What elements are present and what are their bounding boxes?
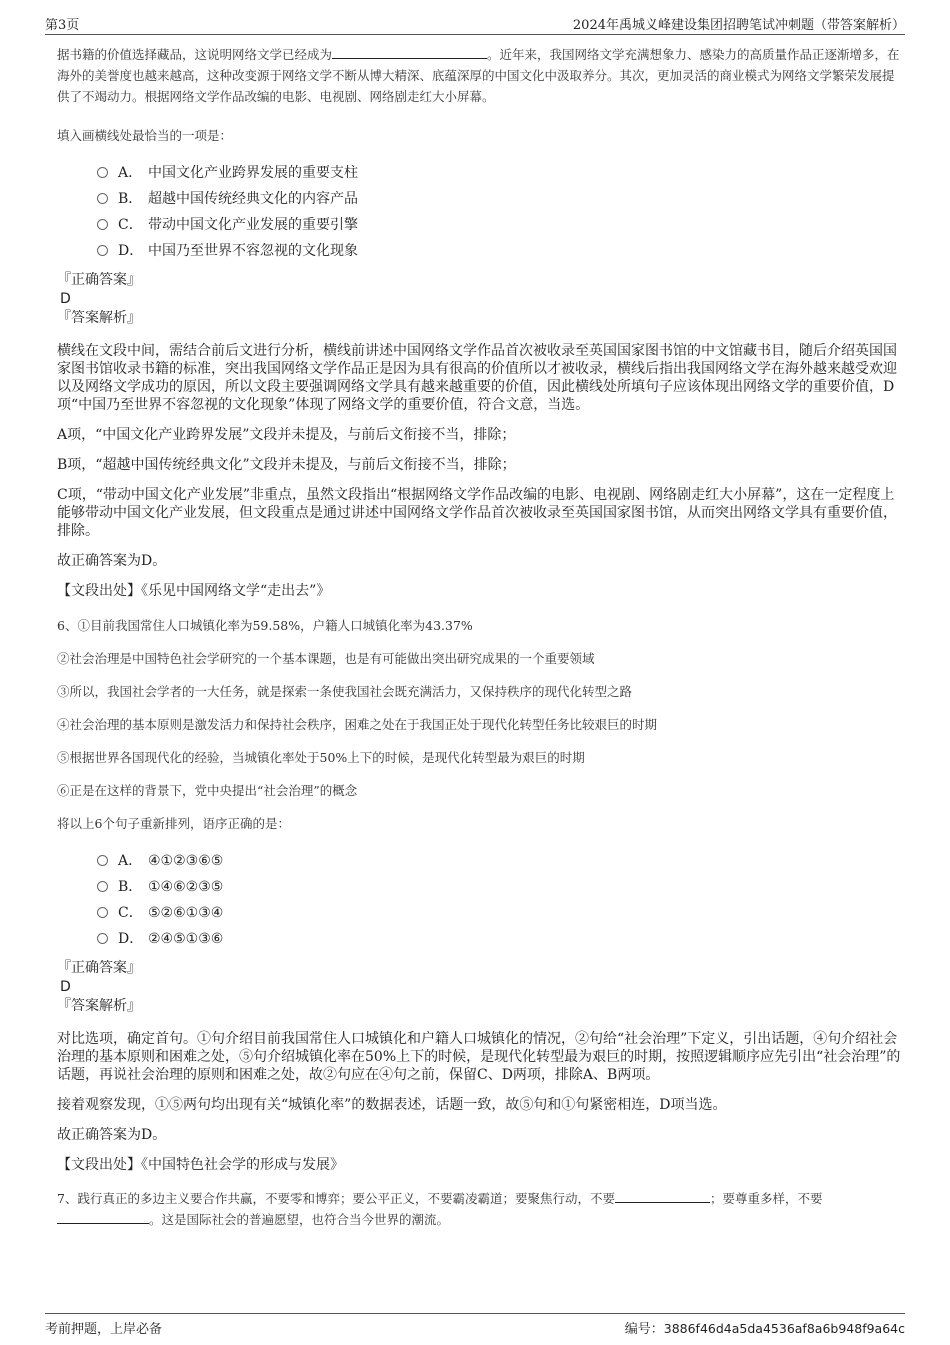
q6-answer-label: 『正确答案』	[57, 960, 141, 976]
q5-passage-suffix: 。近年来，我国网络文学充满想象力、感染力的高质量作品正逐渐增多，在海外的美誉度也越来越高，这种改变源于网络文学不断从博大精深、底蕴深厚的中国文化中汲取养分。其次，更加灵活的商业模式为网络文学繁荣发展提供了不竭动力。根据网络文学作品改编的电影、电视剧、网络剧走红大小屏幕。	[57, 47, 900, 104]
q6-sentence-3: ③所以，我国社会学者的一大任务，就是探索一条使我国社会既充满活力，又保持秩序的现代化转型之路	[57, 684, 633, 699]
q5-passage	[57, 44, 902, 107]
q6-analysis-label: 『答案解析』	[57, 998, 141, 1014]
q5-option-d[interactable]: D． 中国乃至世界不容忽视的文化现象	[97, 238, 902, 264]
q6-option-b[interactable]: B． ①④⑥②③⑤	[97, 874, 902, 900]
q6-sentence-1: 6、①目前我国常住人口城镇化率为59.58%，户籍人口城镇化率为43.37%	[57, 618, 473, 633]
q5-analysis-main: 横线在文段中间，需结合前后文进行分析，横线前讲述中国网络文学作品首次被收录至英国国家图书馆的中文馆藏书目，随后介绍英国国家图书馆收录书籍的标准，突出我国网络文学作品正是因为具有很高的价值所以才被收录，横线后指出我国网络文学在海外越来越受欢迎以及网络文学成功的原因，所以文段主要强调网络文学具有越来越重要的价值，因此横线处所填句子应该体现出网络文学的重要价值，D项“中国乃至世界不容忽视的文化现象”体现了网络文学的重要价值，符合文意，当选。	[57, 343, 897, 413]
q5-conclusion: 故正确答案为D。	[57, 553, 167, 569]
page-header	[45, 12, 905, 35]
page-footer	[45, 1313, 905, 1338]
q6-analysis-main: 对比选项，确定首句。①句介绍目前我国常住人口城镇化和户籍人口城镇化的情况，②句给“社会治理”下定义，引出话题，④句介绍社会治理的基本原则和困难之处，⑤句介绍城镇化率在50%上下的时候，是现代化转型最为艰巨的时期，按照逻辑顺序应先引出“社会治理”的话题，再说社会治理的原则和困难之处，故②句应在④句之前，保留C、D两项，排除A、B两项。	[57, 1031, 901, 1083]
q7-part1: 7、践行真正的多边主义要合作共赢，不要零和博弈；要公平正义，不要霸凌霸道；要聚焦行动，不要	[57, 1191, 615, 1206]
footer-slogan: 考前押题，上岸必备	[45, 1322, 163, 1337]
q5-answer-label: 『正确答案』	[57, 272, 141, 288]
q6-sentence-2: ②社会治理是中国特色社会学研究的一个基本课题，也是有可能做出突出研究成果的一个重要领域	[57, 651, 595, 666]
radio-button[interactable]	[97, 245, 108, 256]
q5-analysis-a: A项，“中国文化产业跨界发展”文段并未提及，与前后文衔接不当，排除；	[57, 427, 516, 443]
q7-blank-2	[57, 1209, 149, 1224]
q5-analysis-c: C项，“带动中国文化产业发展”非重点，虽然文段指出“根据网络文学作品改编的电影、电视剧、网络剧走红大小屏幕”，这在一定程度上能够带动中国文化产业发展，但文段重点是通过讲述中国网络文学作品首次被收录至英国国家图书馆，从而突出网络文学具有重要价值，排除。	[57, 487, 897, 539]
radio-button[interactable]	[97, 881, 108, 892]
q5-answer: D	[60, 291, 71, 307]
q5-option-b[interactable]: B． 超越中国传统经典文化的内容产品	[97, 186, 902, 212]
q6-sentence-4: ④社会治理的基本原则是激发活力和保持社会秩序，困难之处在于我国正处于现代化转型任务比较艰巨的时期	[57, 717, 658, 732]
q5-analysis-label: 『答案解析』	[57, 310, 141, 326]
radio-button[interactable]	[97, 933, 108, 944]
q5-prompt: 填入画横线处最恰当的一项是：	[57, 128, 233, 143]
radio-button[interactable]	[97, 907, 108, 918]
q6-prompt: 将以上6个句子重新排列，语序正确的是：	[57, 816, 290, 831]
q7-blank-1	[615, 1188, 710, 1203]
document-title: 2024年禹城义峰建设集团招聘笔试冲刺题（带答案解析）	[572, 18, 905, 33]
q6-option-d[interactable]: D． ②④⑤①③⑥	[97, 926, 902, 952]
q5-passage-prefix: 据书籍的价值选择藏品，这说明网络文学已经成为	[57, 47, 333, 62]
q5-option-c[interactable]: C． 带动中国文化产业发展的重要引擎	[97, 212, 902, 238]
radio-button[interactable]	[97, 167, 108, 178]
q6-conclusion: 故正确答案为D。	[57, 1127, 167, 1143]
q5-options	[97, 160, 902, 264]
radio-button[interactable]	[97, 219, 108, 230]
q5-blank	[332, 44, 487, 59]
q6-option-a[interactable]: A． ④①②③⑥⑤	[97, 848, 902, 874]
document-code: 编号：3886f46d4a5da4536af8a6b948f9a64c	[624, 1321, 905, 1337]
radio-button[interactable]	[97, 855, 108, 866]
q6-sentence-6: ⑥正是在这样的背景下，党中央提出“社会治理”的概念	[57, 783, 358, 798]
q6-options	[97, 848, 902, 952]
q7-part3: 。这是国际社会的普遍愿望，也符合当今世界的潮流。	[149, 1212, 450, 1227]
q6-source: 【文段出处】《中国特色社会学的形成与发展》	[57, 1157, 344, 1173]
page-number: 第3页	[45, 18, 80, 33]
q6-analysis-next: 接着观察发现，①⑤两句均出现有关“城镇化率”的数据表述，话题一致，故⑤句和①句紧密相连，D项当选。	[57, 1097, 727, 1113]
q5-option-a[interactable]: A． 中国文化产业跨界发展的重要支柱	[97, 160, 902, 186]
q6-answer: D	[60, 979, 71, 995]
q6-option-c[interactable]: C． ⑤②⑥①③④	[97, 900, 902, 926]
q7-part2: ；要尊重多样，不要	[709, 1191, 823, 1206]
q7-text	[57, 1188, 902, 1230]
page-content	[57, 44, 902, 1230]
radio-button[interactable]	[97, 193, 108, 204]
q5-analysis-b: B项，“超越中国传统经典文化”文段并未提及，与前后文衔接不当，排除；	[57, 457, 516, 473]
q6-sentence-5: ⑤根据世界各国现代化的经验，当城镇化率处于50%上下的时候，是现代化转型最为艰巨的时期	[57, 750, 585, 765]
q5-source: 【文段出处】《乐见中国网络文学“走出去”》	[57, 583, 331, 599]
